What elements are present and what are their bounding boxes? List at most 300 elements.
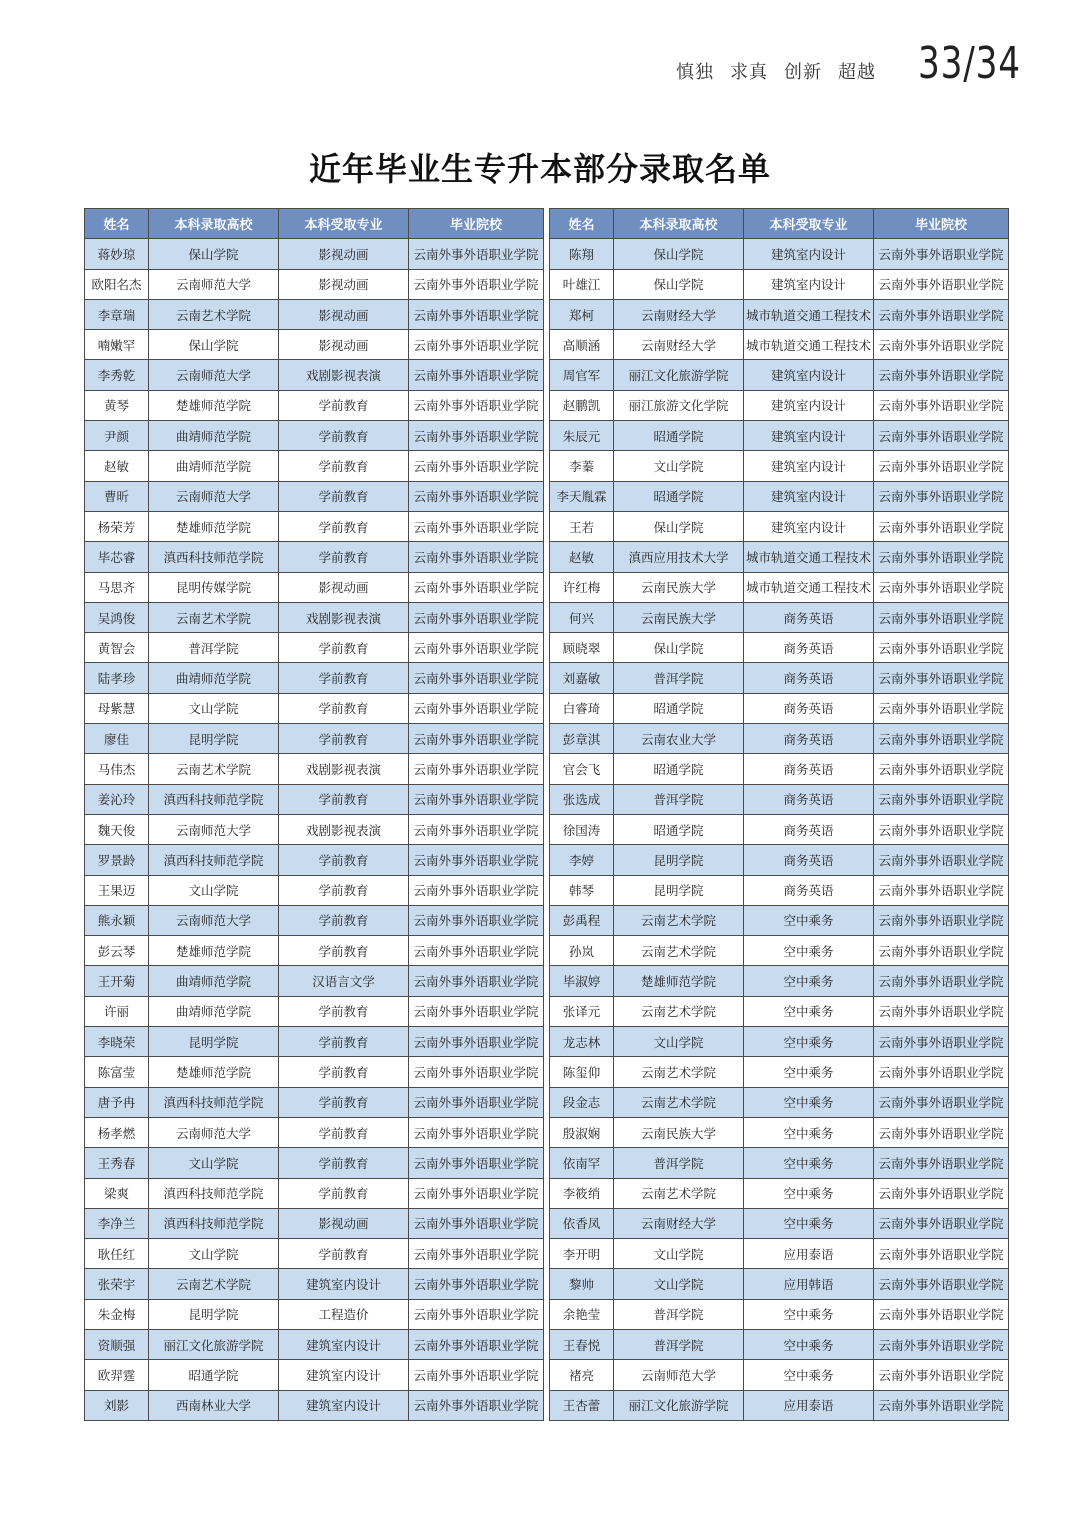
cell-major: 影视动画 bbox=[279, 330, 409, 360]
cell-name: 毕芯睿 bbox=[85, 542, 149, 572]
table-row bbox=[550, 1057, 1009, 1087]
cell-graduated-from: 云南外事外语职业学院 bbox=[409, 724, 544, 754]
cell-name: 依南罕 bbox=[550, 1148, 614, 1178]
cell-name: 张选成 bbox=[550, 784, 614, 814]
cell-name: 彭禹程 bbox=[550, 905, 614, 935]
cell-graduated-from: 云南外事外语职业学院 bbox=[409, 1299, 544, 1329]
cell-university: 保山学院 bbox=[149, 330, 279, 360]
cell-name: 廖佳 bbox=[85, 724, 149, 754]
table-row bbox=[85, 663, 544, 693]
cell-name: 何兴 bbox=[550, 602, 614, 632]
table-row bbox=[550, 239, 1009, 269]
cell-graduated-from: 云南外事外语职业学院 bbox=[874, 511, 1009, 541]
cell-university: 普洱学院 bbox=[614, 663, 744, 693]
table-row bbox=[85, 360, 544, 390]
cell-major: 学前教育 bbox=[279, 1148, 409, 1178]
cell-graduated-from: 云南外事外语职业学院 bbox=[874, 1299, 1009, 1329]
cell-university: 昆明学院 bbox=[614, 845, 744, 875]
table-row bbox=[550, 360, 1009, 390]
cell-major: 建筑室内设计 bbox=[279, 1269, 409, 1299]
table-row bbox=[85, 1027, 544, 1057]
cell-major: 商务英语 bbox=[744, 875, 874, 905]
cell-university: 云南民族大学 bbox=[614, 1117, 744, 1147]
cell-major: 学前教育 bbox=[279, 875, 409, 905]
column-header-name: 姓名 bbox=[85, 209, 149, 239]
cell-university: 楚雄师范学院 bbox=[149, 1057, 279, 1087]
cell-university: 楚雄师范学院 bbox=[614, 966, 744, 996]
cell-major: 学前教育 bbox=[279, 1057, 409, 1087]
cell-name: 李天胤霖 bbox=[550, 481, 614, 511]
table-row bbox=[85, 784, 544, 814]
cell-major: 学前教育 bbox=[279, 996, 409, 1026]
cell-university: 曲靖师范学院 bbox=[149, 421, 279, 451]
column-header-graduated-from: 毕业院校 bbox=[409, 209, 544, 239]
cell-graduated-from: 云南外事外语职业学院 bbox=[874, 845, 1009, 875]
cell-university: 云南艺术学院 bbox=[614, 1087, 744, 1117]
cell-graduated-from: 云南外事外语职业学院 bbox=[409, 1329, 544, 1359]
cell-name: 李筱绡 bbox=[550, 1178, 614, 1208]
table-header-row bbox=[85, 209, 544, 239]
cell-major: 商务英语 bbox=[744, 784, 874, 814]
cell-name: 徐国涛 bbox=[550, 814, 614, 844]
cell-university: 普洱学院 bbox=[614, 1148, 744, 1178]
table-row bbox=[550, 724, 1009, 754]
cell-graduated-from: 云南外事外语职业学院 bbox=[409, 1239, 544, 1269]
cell-major: 戏剧影视表演 bbox=[279, 602, 409, 632]
cell-major: 戏剧影视表演 bbox=[279, 814, 409, 844]
cell-major: 空中乘务 bbox=[744, 1208, 874, 1238]
cell-university: 文山学院 bbox=[614, 1027, 744, 1057]
cell-graduated-from: 云南外事外语职业学院 bbox=[874, 875, 1009, 905]
cell-graduated-from: 云南外事外语职业学院 bbox=[874, 1027, 1009, 1057]
cell-university: 曲靖师范学院 bbox=[149, 663, 279, 693]
cell-graduated-from: 云南外事外语职业学院 bbox=[874, 390, 1009, 420]
cell-university: 滇西科技师范学院 bbox=[149, 542, 279, 572]
table-row bbox=[85, 602, 544, 632]
cell-major: 空中乘务 bbox=[744, 1148, 874, 1178]
cell-university: 云南师范大学 bbox=[149, 1117, 279, 1147]
cell-name: 马伟杰 bbox=[85, 754, 149, 784]
cell-name: 李婷 bbox=[550, 845, 614, 875]
cell-name: 李晓荣 bbox=[85, 1027, 149, 1057]
cell-major: 商务英语 bbox=[744, 693, 874, 723]
cell-graduated-from: 云南外事外语职业学院 bbox=[874, 1390, 1009, 1420]
table-row bbox=[550, 814, 1009, 844]
table-row bbox=[85, 1178, 544, 1208]
cell-name: 黎帅 bbox=[550, 1269, 614, 1299]
cell-name: 姜沁玲 bbox=[85, 784, 149, 814]
cell-university: 楚雄师范学院 bbox=[149, 936, 279, 966]
cell-university: 昆明学院 bbox=[614, 875, 744, 905]
cell-university: 文山学院 bbox=[149, 1148, 279, 1178]
cell-graduated-from: 云南外事外语职业学院 bbox=[874, 724, 1009, 754]
cell-university: 曲靖师范学院 bbox=[149, 451, 279, 481]
page-title: 近年毕业生专升本部分录取名单 bbox=[308, 150, 771, 188]
table-row bbox=[85, 421, 544, 451]
cell-name: 王若 bbox=[550, 511, 614, 541]
table-row bbox=[550, 511, 1009, 541]
cell-name: 刘影 bbox=[85, 1390, 149, 1420]
cell-name: 吴鸿俊 bbox=[85, 602, 149, 632]
cell-graduated-from: 云南外事外语职业学院 bbox=[409, 572, 544, 602]
cell-university: 丽江旅游文化学院 bbox=[614, 390, 744, 420]
cell-name: 白睿琦 bbox=[550, 693, 614, 723]
table-row bbox=[550, 481, 1009, 511]
cell-name: 官会飞 bbox=[550, 754, 614, 784]
page-number: 33/34 bbox=[918, 38, 1021, 89]
cell-major: 空中乘务 bbox=[744, 1329, 874, 1359]
table-row bbox=[85, 1269, 544, 1299]
cell-graduated-from: 云南外事外语职业学院 bbox=[409, 330, 544, 360]
table-row bbox=[550, 754, 1009, 784]
cell-graduated-from: 云南外事外语职业学院 bbox=[874, 905, 1009, 935]
table-header-row bbox=[550, 209, 1009, 239]
cell-graduated-from: 云南外事外语职业学院 bbox=[409, 1360, 544, 1390]
table-row bbox=[85, 693, 544, 723]
cell-university: 文山学院 bbox=[614, 1269, 744, 1299]
cell-graduated-from: 云南外事外语职业学院 bbox=[874, 542, 1009, 572]
table-row bbox=[85, 269, 544, 299]
cell-name: 耿任红 bbox=[85, 1239, 149, 1269]
table-row bbox=[550, 390, 1009, 420]
cell-major: 工程造价 bbox=[279, 1299, 409, 1329]
cell-university: 昆明传媒学院 bbox=[149, 572, 279, 602]
cell-major: 建筑室内设计 bbox=[744, 481, 874, 511]
cell-university: 普洱学院 bbox=[614, 1299, 744, 1329]
table-row bbox=[85, 1087, 544, 1117]
table-row bbox=[550, 1087, 1009, 1117]
cell-graduated-from: 云南外事外语职业学院 bbox=[409, 754, 544, 784]
cell-graduated-from: 云南外事外语职业学院 bbox=[874, 1208, 1009, 1238]
cell-graduated-from: 云南外事外语职业学院 bbox=[409, 511, 544, 541]
admission-table-right bbox=[549, 208, 1009, 1421]
table-row bbox=[550, 1117, 1009, 1147]
cell-name: 殷淑娴 bbox=[550, 1117, 614, 1147]
cell-major: 城市轨道交通工程技术 bbox=[744, 299, 874, 329]
table-row bbox=[85, 966, 544, 996]
cell-major: 应用泰语 bbox=[744, 1390, 874, 1420]
table-row bbox=[85, 996, 544, 1026]
cell-name: 喃嫩罕 bbox=[85, 330, 149, 360]
cell-university: 丽江文化旅游学院 bbox=[614, 1390, 744, 1420]
cell-university: 保山学院 bbox=[614, 269, 744, 299]
cell-major: 学前教育 bbox=[279, 1117, 409, 1147]
column-header-graduated-from: 毕业院校 bbox=[874, 209, 1009, 239]
cell-graduated-from: 云南外事外语职业学院 bbox=[874, 1269, 1009, 1299]
table-row bbox=[550, 633, 1009, 663]
cell-name: 孙岚 bbox=[550, 936, 614, 966]
cell-major: 学前教育 bbox=[279, 784, 409, 814]
cell-graduated-from: 云南外事外语职业学院 bbox=[874, 602, 1009, 632]
cell-major: 建筑室内设计 bbox=[279, 1329, 409, 1359]
cell-graduated-from: 云南外事外语职业学院 bbox=[874, 996, 1009, 1026]
cell-major: 学前教育 bbox=[279, 421, 409, 451]
cell-name: 黄智会 bbox=[85, 633, 149, 663]
table-row bbox=[85, 511, 544, 541]
cell-graduated-from: 云南外事外语职业学院 bbox=[874, 936, 1009, 966]
cell-graduated-from: 云南外事外语职业学院 bbox=[874, 1239, 1009, 1269]
cell-major: 空中乘务 bbox=[744, 905, 874, 935]
cell-major: 影视动画 bbox=[279, 269, 409, 299]
cell-graduated-from: 云南外事外语职业学院 bbox=[409, 542, 544, 572]
cell-university: 丽江文化旅游学院 bbox=[614, 360, 744, 390]
cell-major: 空中乘务 bbox=[744, 1117, 874, 1147]
cell-major: 学前教育 bbox=[279, 633, 409, 663]
cell-major: 影视动画 bbox=[279, 1208, 409, 1238]
cell-name: 许丽 bbox=[85, 996, 149, 1026]
cell-university: 云南艺术学院 bbox=[614, 996, 744, 1026]
table-row bbox=[85, 633, 544, 663]
cell-graduated-from: 云南外事外语职业学院 bbox=[409, 905, 544, 935]
cell-major: 影视动画 bbox=[279, 239, 409, 269]
cell-name: 段金志 bbox=[550, 1087, 614, 1117]
cell-major: 空中乘务 bbox=[744, 936, 874, 966]
cell-major: 建筑室内设计 bbox=[279, 1390, 409, 1420]
table-row bbox=[85, 239, 544, 269]
cell-name: 王秀春 bbox=[85, 1148, 149, 1178]
table-row bbox=[550, 602, 1009, 632]
table-row bbox=[550, 936, 1009, 966]
cell-name: 杨荣芳 bbox=[85, 511, 149, 541]
cell-university: 文山学院 bbox=[614, 1239, 744, 1269]
cell-major: 空中乘务 bbox=[744, 996, 874, 1026]
cell-university: 滇西科技师范学院 bbox=[149, 1178, 279, 1208]
cell-name: 李章瑞 bbox=[85, 299, 149, 329]
cell-name: 王杏蕾 bbox=[550, 1390, 614, 1420]
cell-major: 建筑室内设计 bbox=[744, 269, 874, 299]
cell-university: 昭通学院 bbox=[614, 481, 744, 511]
cell-graduated-from: 云南外事外语职业学院 bbox=[409, 1178, 544, 1208]
table-row bbox=[550, 905, 1009, 935]
cell-graduated-from: 云南外事外语职业学院 bbox=[874, 1117, 1009, 1147]
cell-graduated-from: 云南外事外语职业学院 bbox=[874, 814, 1009, 844]
cell-graduated-from: 云南外事外语职业学院 bbox=[874, 1148, 1009, 1178]
cell-name: 王春悦 bbox=[550, 1329, 614, 1359]
cell-graduated-from: 云南外事外语职业学院 bbox=[409, 239, 544, 269]
cell-major: 学前教育 bbox=[279, 845, 409, 875]
cell-graduated-from: 云南外事外语职业学院 bbox=[409, 1057, 544, 1087]
table-row bbox=[85, 481, 544, 511]
table-row bbox=[550, 542, 1009, 572]
motto-word: 求真 bbox=[730, 62, 768, 83]
cell-university: 丽江文化旅游学院 bbox=[149, 1329, 279, 1359]
cell-major: 空中乘务 bbox=[744, 1178, 874, 1208]
table-row bbox=[550, 845, 1009, 875]
admission-table-left bbox=[84, 208, 544, 1421]
cell-university: 云南农业大学 bbox=[614, 724, 744, 754]
cell-major: 学前教育 bbox=[279, 724, 409, 754]
cell-university: 保山学院 bbox=[614, 239, 744, 269]
column-header-university: 本科录取高校 bbox=[614, 209, 744, 239]
table-row bbox=[85, 299, 544, 329]
cell-university: 普洱学院 bbox=[149, 633, 279, 663]
cell-graduated-from: 云南外事外语职业学院 bbox=[874, 633, 1009, 663]
cell-name: 周官军 bbox=[550, 360, 614, 390]
motto-word: 慎独 bbox=[676, 62, 714, 83]
cell-major: 学前教育 bbox=[279, 663, 409, 693]
cell-major: 建筑室内设计 bbox=[279, 1360, 409, 1390]
cell-name: 顾晓翠 bbox=[550, 633, 614, 663]
cell-name: 李净兰 bbox=[85, 1208, 149, 1238]
table-row bbox=[550, 421, 1009, 451]
cell-university: 普洱学院 bbox=[614, 784, 744, 814]
cell-major: 戏剧影视表演 bbox=[279, 360, 409, 390]
table-row bbox=[550, 1027, 1009, 1057]
cell-graduated-from: 云南外事外语职业学院 bbox=[874, 572, 1009, 602]
cell-name: 依香凤 bbox=[550, 1208, 614, 1238]
cell-graduated-from: 云南外事外语职业学院 bbox=[409, 784, 544, 814]
cell-major: 建筑室内设计 bbox=[744, 511, 874, 541]
table-row bbox=[85, 451, 544, 481]
cell-graduated-from: 云南外事外语职业学院 bbox=[874, 481, 1009, 511]
cell-name: 王果迈 bbox=[85, 875, 149, 905]
cell-major: 空中乘务 bbox=[744, 1087, 874, 1117]
table-row bbox=[85, 724, 544, 754]
cell-university: 云南财经大学 bbox=[614, 1208, 744, 1238]
cell-graduated-from: 云南外事外语职业学院 bbox=[409, 360, 544, 390]
table-row bbox=[550, 875, 1009, 905]
cell-name: 李开明 bbox=[550, 1239, 614, 1269]
column-header-name: 姓名 bbox=[550, 209, 614, 239]
cell-name: 欧阳名杰 bbox=[85, 269, 149, 299]
table-row bbox=[550, 1148, 1009, 1178]
cell-graduated-from: 云南外事外语职业学院 bbox=[409, 693, 544, 723]
cell-name: 陈玺仰 bbox=[550, 1057, 614, 1087]
cell-name: 资顺强 bbox=[85, 1329, 149, 1359]
table-row bbox=[550, 1239, 1009, 1269]
cell-major: 商务英语 bbox=[744, 814, 874, 844]
table-row bbox=[85, 1208, 544, 1238]
cell-name: 龙志林 bbox=[550, 1027, 614, 1057]
cell-university: 云南民族大学 bbox=[614, 602, 744, 632]
cell-university: 云南艺术学院 bbox=[614, 905, 744, 935]
cell-university: 滇西科技师范学院 bbox=[149, 784, 279, 814]
cell-graduated-from: 云南外事外语职业学院 bbox=[409, 814, 544, 844]
cell-name: 陆孝珍 bbox=[85, 663, 149, 693]
table-row bbox=[550, 1299, 1009, 1329]
cell-graduated-from: 云南外事外语职业学院 bbox=[409, 421, 544, 451]
cell-major: 建筑室内设计 bbox=[744, 360, 874, 390]
cell-name: 余艳莹 bbox=[550, 1299, 614, 1329]
cell-name: 王开菊 bbox=[85, 966, 149, 996]
cell-major: 学前教育 bbox=[279, 1087, 409, 1117]
cell-university: 文山学院 bbox=[614, 451, 744, 481]
cell-major: 汉语言文学 bbox=[279, 966, 409, 996]
cell-name: 叶雄江 bbox=[550, 269, 614, 299]
cell-name: 蒋妙琼 bbox=[85, 239, 149, 269]
cell-name: 许红梅 bbox=[550, 572, 614, 602]
table-row bbox=[550, 1269, 1009, 1299]
cell-graduated-from: 云南外事外语职业学院 bbox=[409, 451, 544, 481]
cell-university: 昭通学院 bbox=[614, 693, 744, 723]
cell-graduated-from: 云南外事外语职业学院 bbox=[409, 481, 544, 511]
cell-university: 云南民族大学 bbox=[614, 572, 744, 602]
cell-graduated-from: 云南外事外语职业学院 bbox=[409, 1027, 544, 1057]
cell-graduated-from: 云南外事外语职业学院 bbox=[874, 693, 1009, 723]
cell-major: 城市轨道交通工程技术 bbox=[744, 542, 874, 572]
cell-university: 文山学院 bbox=[149, 693, 279, 723]
table-row bbox=[85, 1299, 544, 1329]
cell-major: 空中乘务 bbox=[744, 966, 874, 996]
cell-graduated-from: 云南外事外语职业学院 bbox=[874, 966, 1009, 996]
table-row bbox=[550, 572, 1009, 602]
table-row bbox=[550, 1178, 1009, 1208]
cell-graduated-from: 云南外事外语职业学院 bbox=[874, 239, 1009, 269]
cell-graduated-from: 云南外事外语职业学院 bbox=[409, 1087, 544, 1117]
cell-name: 彭云琴 bbox=[85, 936, 149, 966]
cell-name: 高顺涵 bbox=[550, 330, 614, 360]
cell-university: 云南财经大学 bbox=[614, 299, 744, 329]
cell-graduated-from: 云南外事外语职业学院 bbox=[874, 1178, 1009, 1208]
cell-university: 保山学院 bbox=[614, 511, 744, 541]
cell-university: 云南师范大学 bbox=[149, 814, 279, 844]
cell-name: 马思齐 bbox=[85, 572, 149, 602]
cell-graduated-from: 云南外事外语职业学院 bbox=[874, 663, 1009, 693]
cell-university: 云南师范大学 bbox=[149, 269, 279, 299]
cell-graduated-from: 云南外事外语职业学院 bbox=[874, 360, 1009, 390]
cell-university: 云南师范大学 bbox=[149, 481, 279, 511]
cell-university: 云南艺术学院 bbox=[614, 1178, 744, 1208]
cell-graduated-from: 云南外事外语职业学院 bbox=[874, 269, 1009, 299]
cell-major: 学前教育 bbox=[279, 905, 409, 935]
cell-university: 云南财经大学 bbox=[614, 330, 744, 360]
cell-graduated-from: 云南外事外语职业学院 bbox=[874, 299, 1009, 329]
table-row bbox=[85, 390, 544, 420]
cell-major: 空中乘务 bbox=[744, 1360, 874, 1390]
cell-name: 唐予冉 bbox=[85, 1087, 149, 1117]
cell-major: 商务英语 bbox=[744, 754, 874, 784]
table-row bbox=[85, 572, 544, 602]
table-row bbox=[85, 936, 544, 966]
cell-graduated-from: 云南外事外语职业学院 bbox=[409, 996, 544, 1026]
cell-university: 滇西科技师范学院 bbox=[149, 1208, 279, 1238]
cell-major: 商务英语 bbox=[744, 663, 874, 693]
table-row bbox=[550, 784, 1009, 814]
table-row bbox=[550, 299, 1009, 329]
cell-university: 云南艺术学院 bbox=[149, 754, 279, 784]
cell-name: 郑柯 bbox=[550, 299, 614, 329]
cell-name: 毕淑婷 bbox=[550, 966, 614, 996]
cell-graduated-from: 云南外事外语职业学院 bbox=[409, 1148, 544, 1178]
table-row bbox=[85, 905, 544, 935]
table-row bbox=[550, 693, 1009, 723]
cell-university: 昆明学院 bbox=[149, 1299, 279, 1329]
cell-major: 影视动画 bbox=[279, 299, 409, 329]
cell-graduated-from: 云南外事外语职业学院 bbox=[874, 1360, 1009, 1390]
cell-graduated-from: 云南外事外语职业学院 bbox=[409, 966, 544, 996]
column-header-major: 本科受取专业 bbox=[279, 209, 409, 239]
cell-name: 熊永颖 bbox=[85, 905, 149, 935]
table-row bbox=[550, 1390, 1009, 1420]
cell-graduated-from: 云南外事外语职业学院 bbox=[409, 936, 544, 966]
cell-university: 云南师范大学 bbox=[149, 360, 279, 390]
cell-university: 昆明学院 bbox=[149, 724, 279, 754]
table-row bbox=[550, 1208, 1009, 1238]
cell-name: 梁爽 bbox=[85, 1178, 149, 1208]
table-row bbox=[85, 1329, 544, 1359]
cell-graduated-from: 云南外事外语职业学院 bbox=[874, 1087, 1009, 1117]
cell-university: 云南师范大学 bbox=[614, 1360, 744, 1390]
cell-major: 应用泰语 bbox=[744, 1239, 874, 1269]
cell-graduated-from: 云南外事外语职业学院 bbox=[874, 1329, 1009, 1359]
cell-major: 影视动画 bbox=[279, 572, 409, 602]
cell-graduated-from: 云南外事外语职业学院 bbox=[409, 1117, 544, 1147]
cell-university: 云南艺术学院 bbox=[149, 602, 279, 632]
cell-major: 学前教育 bbox=[279, 1027, 409, 1057]
cell-graduated-from: 云南外事外语职业学院 bbox=[409, 633, 544, 663]
cell-graduated-from: 云南外事外语职业学院 bbox=[874, 784, 1009, 814]
cell-name: 刘嘉敏 bbox=[550, 663, 614, 693]
